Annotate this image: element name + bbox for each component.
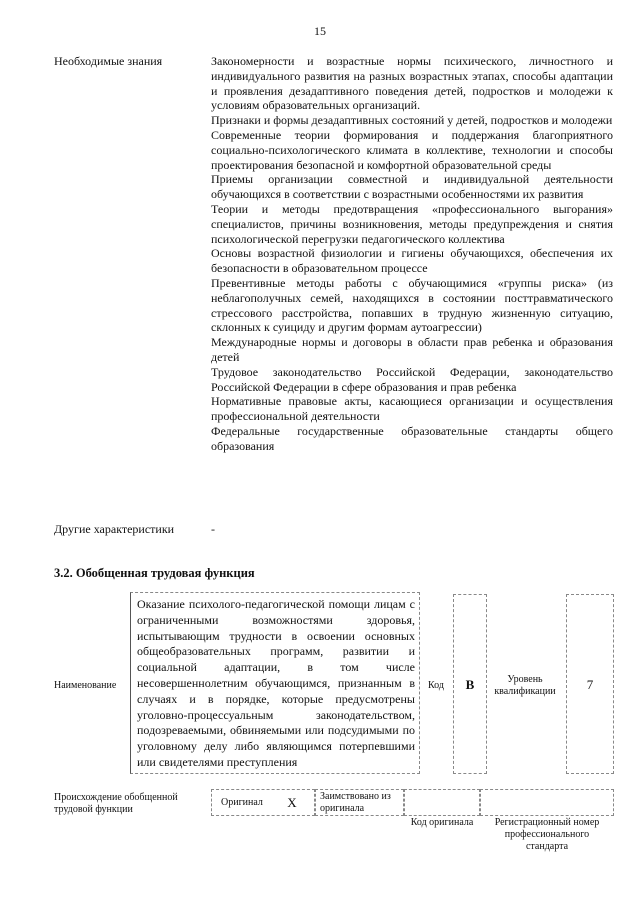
code-label: Код [428,680,444,691]
knowledge-item: Превентивные методы работы с обучающимися «группы риска» (из неблагополучных семей, находящихся в состоянии посттравматического стрессового расстройства, попавших в трудную жизненную ситуацию, склонных к суициду и другим формам аутоагрессии) [211,275,613,335]
original-mark: X [287,795,297,810]
page-number: 15 [314,24,326,38]
original-code-caption: Код оригинала [410,817,474,828]
other-characteristics-value: - [211,522,215,536]
required-knowledge-list [211,54,613,454]
other-characteristics-label: Другие характеристики [54,522,175,536]
knowledge-item: Нормативные правовые акты, касающиеся организации и осуществления профессиональной деятельности [211,394,613,424]
knowledge-item: Федеральные государственные образовательные стандарты общего образования [211,423,613,453]
name-value: Оказание психолого-педагогической помощи лицам с ограниченными возможностями здоровья, испытывающим трудности в освоении основных общеобразовательных программ, развитии и социальной адаптации, в том числе несовершеннолетним обучающимся, признанным в случаях и в порядке, которые предусмотрены уголовно-процессуальным законодательством, подозреваемыми, обвиняемыми или подсудимыми по уголовному делу либо являющимся потерпевшими или свидетелями преступления [137,597,415,769]
name-label: Наименование [54,680,117,691]
knowledge-item: Основы возрастной физиологии и гигиены обучающихся, обеспечения их безопасности в образовательном процессе [211,246,613,276]
knowledge-item: Трудовое законодательство Российской Федерации, законодательство Российской Федерации в сфере образования и прав ребенка [211,364,613,394]
reg-number-box [480,789,614,816]
original-label: Оригинал [221,797,263,808]
code-value: B [465,677,475,692]
knowledge-item: Приемы организации совместной и индивидуальной деятельности обучающихся в соответствии с возрастными особенностями их развития [211,172,613,202]
origin-label: Происхождение обобщенной трудовой функции [54,792,178,815]
knowledge-item: Признаки и формы дезадаптивных состояний у детей, подростков и молодежи [211,113,613,128]
level-label: Уровень квалификации [494,674,556,697]
required-knowledge-label: Необходимые знания [54,54,163,68]
original-code-box [404,789,480,816]
knowledge-item: Закономерности и возрастные нормы психического, личностного и индивидуального развития на разных возрастных этапах, способы адаптации и проявления дезадаптивного поведения детей, подростков и молодежи к условиям образовательных организаций. [211,54,613,113]
reg-number-caption: Регистрационный номер профессионального стандарта [494,817,600,852]
knowledge-item: Международные нормы и договоры в области прав ребенка и образования детей [211,335,613,364]
level-value: 7 [586,677,594,692]
knowledge-item: Современные теории формирования и поддержания благоприятного социально-психологического климата в коллективе, технологии и способы проектирования безопасной и комфортной образовательной среды [211,127,613,172]
knowledge-item: Теории и методы предотвращения «профессионального выгорания» специалистов, причины возникновения, методы предупреждения и снятия психологической перегрузки педагогического коллектива [211,201,613,246]
section-title: 3.2. Обобщенная трудовая функция [54,566,255,580]
borrowed-label: Заимствовано из оригинала [320,791,391,814]
